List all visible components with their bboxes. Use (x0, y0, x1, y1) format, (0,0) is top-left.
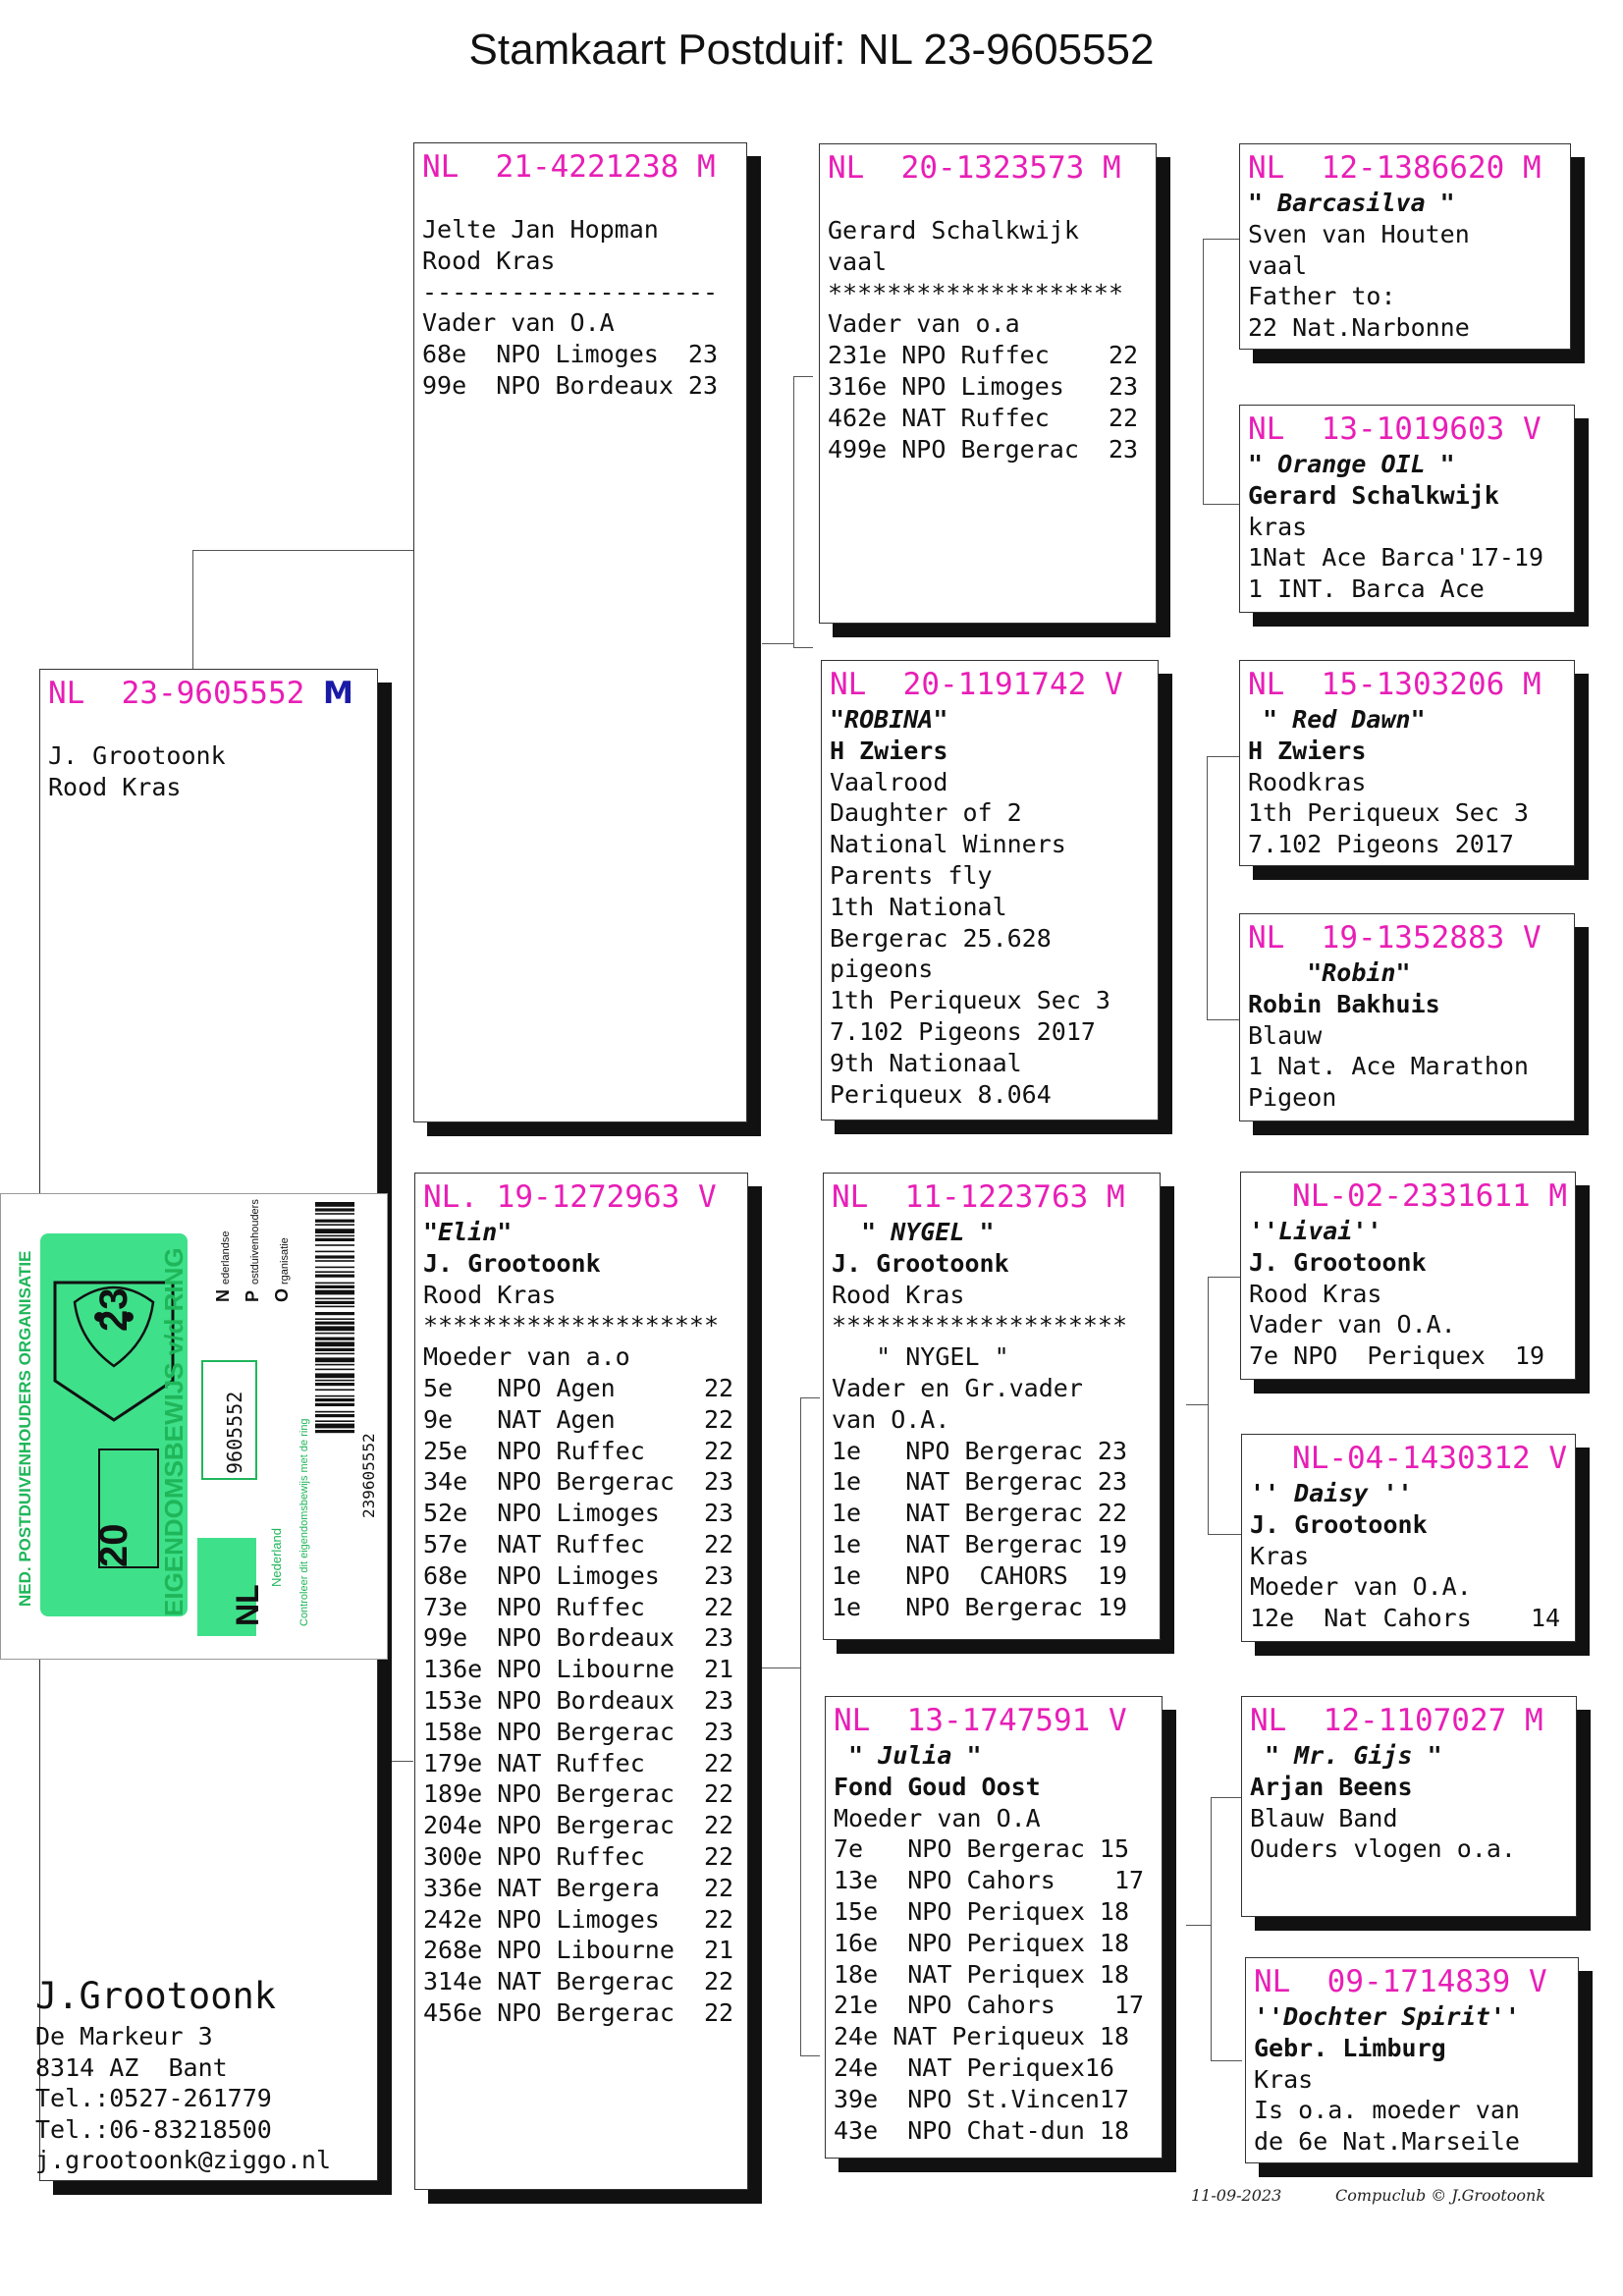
info-line: 158e NPO Bergerac 23 (423, 1717, 734, 1746)
barcode-bar (315, 1357, 354, 1362)
info-line: 99e NPO Bordeaux 23 (423, 1623, 734, 1653)
owner-name: Robin Bakhuis (1248, 989, 1440, 1018)
info-line: 1th Periqueux Sec 3 (1248, 798, 1529, 828)
info-line: 268e NPO Libourne 21 (423, 1936, 734, 1965)
barcode-bar (315, 1283, 354, 1285)
pigeon-nickname: " Orange OIL " (1248, 450, 1455, 478)
barcode-bar (315, 1318, 354, 1320)
info-line: j.grootoonk@ziggo.nl (35, 2146, 332, 2174)
info-line: 179e NAT Ruffec 22 (423, 1748, 734, 1777)
barcode-bar (315, 1312, 354, 1315)
connector-ss-branch (1203, 239, 1204, 504)
sex-mark: M (322, 676, 353, 711)
info-line: Rood Kras (48, 772, 182, 801)
dds-card (1241, 1696, 1577, 1917)
connector-ss-branch-bottom (1203, 504, 1240, 505)
info-line: kras (1248, 512, 1308, 541)
info-line: 9th Nationaal (830, 1048, 1022, 1077)
info-line: 242e NPO Limoges 22 (423, 1904, 734, 1934)
ring-number: NL-02-2331611 M (1292, 1178, 1567, 1214)
barcode-bar (315, 1285, 354, 1288)
info-line: ******************** (832, 1311, 1128, 1340)
info-line: ******************** (828, 278, 1124, 307)
barcode-bar (315, 1420, 354, 1422)
certificate-title: EIGENDOMSBEWIJS v/d RING (159, 1247, 189, 1616)
dss-card (1240, 1172, 1576, 1380)
barcode-bar (315, 1224, 354, 1226)
info-lines (1250, 1803, 1568, 1866)
ring-number: NL-04-1430312 V (1292, 1441, 1567, 1476)
owner-name: Gerard Schalkwijk (1248, 480, 1499, 510)
check-text: Controleer dit eigendomsbewijs met de ring (298, 1418, 310, 1626)
info-line: Jelte Jan Hopman (422, 215, 659, 244)
info-line: 5e NPO Agen 22 (423, 1373, 734, 1402)
info-line: de 6e Nat.Marseile (1254, 2127, 1520, 2157)
barcode-bar (315, 1213, 354, 1215)
info-line: Ouders vlogen o.a. (1250, 1834, 1516, 1864)
info-line: Roodkras (1248, 767, 1367, 796)
owner-name: J. Grootoonk (423, 1248, 601, 1278)
ring-number: NL 20-1323573 M (828, 150, 1121, 186)
npo-line-2: ostduivenhouders (249, 1199, 261, 1285)
dam-card (414, 1173, 748, 2190)
connector-dd-branch-top (1211, 1797, 1242, 1798)
ring-ownership-certificate (0, 1193, 388, 1660)
info-lines (423, 1280, 739, 2029)
barcode-bar (315, 1271, 354, 1273)
sss-card (1239, 143, 1571, 350)
info-line: Blauw Band (1250, 1803, 1398, 1832)
connector-ss-branch-top (1203, 239, 1240, 240)
sire-card (413, 142, 747, 1122)
info-line: National Winners (830, 830, 1066, 859)
barcode-bar (315, 1255, 354, 1258)
owner-name: Arjan Beens (1250, 1772, 1413, 1801)
info-line: 153e NPO Bordeaux 23 (423, 1685, 734, 1715)
barcode-bar (315, 1202, 354, 1207)
connector-sire-branch-bottom (793, 647, 813, 648)
barcode-bar (315, 1251, 354, 1253)
info-line: Moeder van O.A (834, 1803, 1041, 1832)
info-line: 39e NPO St.Vincen17 (834, 2084, 1130, 2113)
info-line: 21e NPO Cahors 17 (834, 1991, 1145, 2020)
info-line: 99e NPO Bordeaux 23 (422, 370, 719, 400)
info-line: 189e NPO Bergerac 22 (423, 1779, 734, 1809)
barcode-bar (315, 1267, 354, 1269)
connector-dd-branch (1211, 1797, 1212, 2060)
owner-name: H Zwiers (830, 736, 948, 765)
npo-line-3: rganisatie (279, 1237, 291, 1285)
breeder-name: J.Grootoonk (35, 1975, 277, 2017)
ring-number: NL 20-1191742 V (830, 667, 1123, 702)
info-line: 499e NPO Bergerac 23 (828, 434, 1139, 464)
info-line: Rood Kras (1249, 1279, 1382, 1308)
dsd-card (1241, 1434, 1576, 1642)
info-line: 13e NPO Cahors 17 (834, 1866, 1145, 1895)
barcode-bar (315, 1338, 354, 1340)
info-lines (1248, 1020, 1566, 1114)
info-line: Bergerac 25.628 (830, 923, 1052, 953)
dam-dam-card (825, 1696, 1163, 2159)
info-line: 204e NPO Bergerac 22 (423, 1811, 734, 1840)
info-line: -------------------- (422, 277, 719, 306)
info-line: vaal (828, 246, 888, 276)
info-line: 1e NAT Bergerac 19 (832, 1529, 1128, 1558)
barcode-bar (315, 1220, 354, 1223)
info-line: 231e NPO Ruffec 22 (828, 341, 1139, 370)
breeder-address (35, 1972, 331, 2176)
info-lines (422, 214, 738, 402)
connector-sire-branch-top (793, 376, 813, 377)
info-line: 7.102 Pigeons 2017 (830, 1016, 1096, 1046)
connector-dd-in (1186, 1925, 1211, 1926)
connector-dam-branch-top (800, 1397, 820, 1398)
info-line: 1e NAT Bergerac 23 (832, 1467, 1128, 1497)
info-line: Is o.a. moeder van (1254, 2096, 1520, 2125)
info-line: 1e NPO CAHORS 19 (832, 1560, 1128, 1590)
info-line: 1th Periqueux Sec 3 (830, 986, 1110, 1015)
print-date: 11-09-2023 (1191, 2186, 1282, 2205)
owner-name: Fond Goud Oost (834, 1772, 1041, 1801)
pigeon-nickname: " Julia " (834, 1741, 982, 1770)
info-line: J. Grootoonk (48, 741, 226, 770)
barcode-bar (315, 1244, 354, 1246)
npo-letter-o: O (272, 1287, 292, 1302)
info-line: Sven van Houten (1248, 219, 1470, 248)
page-title: Stamkaart Postduif: NL 23-9605552 (468, 26, 1155, 74)
year-part-b: 23 (92, 1287, 135, 1332)
ring-number-vertical: 9605552 (223, 1391, 246, 1474)
barcode-bar (315, 1290, 354, 1295)
barcode-bar (315, 1322, 354, 1325)
info-line: 24e NAT Periquex16 (834, 2052, 1114, 2082)
barcode-bar (315, 1373, 354, 1378)
info-line: 68e NPO Limoges 23 (422, 340, 719, 369)
info-line: ******************** (423, 1311, 720, 1340)
connector-ds-branch-top (1208, 1277, 1241, 1278)
info-lines (48, 740, 369, 803)
barcode-bar (315, 1208, 354, 1211)
info-line: 136e NPO Libourne 21 (423, 1655, 734, 1684)
info-line: Daughter of 2 (830, 798, 1022, 828)
info-line: Moeder van O.A. (1250, 1572, 1472, 1602)
info-line: 7e NPO Periquex 19 (1249, 1341, 1545, 1371)
info-line: Vader van o.a (828, 309, 1020, 339)
pigeon-nickname: " Mr. Gijs " (1250, 1741, 1442, 1770)
info-line: 24e NAT Periqueux 18 (834, 2022, 1130, 2051)
info-line: Kras (1250, 1541, 1310, 1570)
ring-number: NL 13-1019603 V (1248, 411, 1542, 447)
info-line: De Markeur 3 (35, 2022, 213, 2050)
info-line: Vader van O.A (422, 308, 615, 338)
info-line: Rood Kras (423, 1280, 557, 1309)
barcode-bar (315, 1326, 354, 1331)
info-line: Vader van O.A. (1249, 1310, 1456, 1339)
barcode-bar (315, 1403, 354, 1406)
info-lines (1248, 219, 1562, 344)
pigeon-nickname: "ROBINA" (830, 705, 948, 734)
ring-number: NL 12-1386620 M (1248, 150, 1542, 186)
ring-number: NL 12-1107027 M (1250, 1703, 1543, 1738)
ring-number (48, 674, 369, 713)
info-lines (832, 1280, 1152, 1623)
connector-subject-sire (192, 550, 413, 551)
info-line: 336e NAT Bergera 22 (423, 1873, 734, 1902)
connector-ds-branch (1208, 1277, 1209, 1534)
barcode-bar (315, 1229, 354, 1233)
barcode-bar (315, 1383, 354, 1386)
info-line: 43e NPO Chat-dun 18 (834, 2115, 1130, 2145)
info-line: Rood Kras (832, 1280, 965, 1309)
barcode-bar (315, 1353, 354, 1355)
info-line: 7.102 Pigeons 2017 (1248, 830, 1514, 859)
info-line: Rood Kras (422, 246, 556, 275)
info-line: 1th National (830, 892, 1007, 921)
info-line: Father to: (1248, 282, 1396, 311)
barcode-bar (315, 1398, 354, 1401)
footer-credit: Compuclub © J.Grootoonk (1335, 2186, 1546, 2205)
dam-sire-card (823, 1173, 1161, 1640)
info-line: 16e NPO Periquex 18 (834, 1928, 1130, 1957)
ring-number: NL 19-1352883 V (1248, 920, 1542, 956)
barcode-bar (315, 1235, 354, 1237)
info-line: 1e NAT Bergerac 22 (832, 1499, 1128, 1528)
info-lines (1248, 512, 1566, 605)
info-line: vaal (1248, 250, 1308, 280)
owner-name: H Zwiers (1248, 736, 1367, 765)
barcode-bar (315, 1298, 354, 1300)
barcode-bar (315, 1395, 354, 1397)
info-line: Moeder van a.o (423, 1342, 630, 1372)
sire-sire-card (819, 143, 1157, 624)
barcode-bar (315, 1411, 354, 1413)
pigeon-nickname: " NYGEL " (832, 1218, 995, 1246)
info-line: Tel.:0527-261779 (35, 2084, 272, 2112)
info-lines (1249, 1279, 1567, 1372)
connector-dam-branch (800, 1397, 801, 2055)
sire-dam-card (821, 660, 1159, 1121)
info-line: 316e NPO Limoges 23 (828, 371, 1139, 401)
info-line: 1e NPO Bergerac 19 (832, 1592, 1128, 1621)
pigeon-nickname: " Red Dawn" (1248, 705, 1426, 734)
info-line: Parents fly (830, 860, 993, 890)
pigeon-nickname: "Robin" (1248, 958, 1411, 987)
owner-name: Gebr. Limburg (1254, 2033, 1446, 2062)
npo-line-1: ederlandse (220, 1230, 232, 1285)
organisation-text: NED. POSTDUIVENHOUDERS ORGANISATIE (16, 1250, 34, 1607)
ddd-card (1245, 1957, 1579, 2163)
info-line: Blauw (1248, 1020, 1323, 1050)
nederland-text: Nederland (269, 1528, 284, 1587)
connector-sire-branch (793, 376, 794, 647)
info-line: Pigeon (1248, 1083, 1337, 1113)
sds-card (1239, 660, 1575, 866)
certificate-graphic (1, 1194, 388, 1660)
info-line: 12e Nat Cahors 14 (1250, 1604, 1561, 1633)
info-line: 34e NPO Bergerac 23 (423, 1467, 734, 1497)
owner-name: J. Grootoonk (1250, 1509, 1428, 1539)
info-line: 1Nat Ace Barca'17-19 (1248, 543, 1544, 573)
barcode-bar (315, 1389, 354, 1391)
pigeon-nickname: '' Daisy '' (1250, 1479, 1413, 1507)
info-line: 18e NAT Periquex 18 (834, 1959, 1130, 1989)
ring-number: NL 09-1714839 V (1254, 1964, 1547, 1999)
barcode-bar (315, 1333, 354, 1335)
barcode-number: 239605552 (359, 1433, 378, 1518)
ring-text: NL 23-9605552 (48, 676, 305, 711)
info-line: 57e NAT Ruffec 22 (423, 1529, 734, 1558)
barcode-bar (315, 1380, 354, 1382)
breeder-lines (35, 2021, 331, 2176)
ring-number: NL. 19-1272963 V (423, 1179, 717, 1215)
owner-name: J. Grootoonk (832, 1248, 1009, 1278)
info-line: Gerard Schalkwijk (828, 216, 1079, 245)
info-line: 300e NPO Ruffec 22 (423, 1841, 734, 1871)
info-line: Kras (1254, 2064, 1314, 2094)
year-part-a: 20 (92, 1523, 135, 1567)
owner-name: J. Grootoonk (1249, 1247, 1427, 1277)
ring-number: NL 13-1747591 V (834, 1703, 1127, 1738)
info-line: 25e NPO Ruffec 22 (423, 1436, 734, 1465)
connector-dam-in (762, 1667, 800, 1668)
connector-ds-branch-bottom (1208, 1534, 1241, 1535)
info-lines (1254, 2064, 1570, 2158)
info-line: 456e NPO Bergerac 22 (423, 1997, 734, 2027)
barcode-bar (315, 1430, 354, 1433)
npo-letter-p: P (243, 1289, 262, 1302)
barcode-bar (315, 1414, 354, 1417)
barcode-bar (315, 1238, 354, 1241)
info-lines (830, 767, 1150, 1111)
pigeon-nickname: " Barcasilva " (1248, 189, 1455, 217)
info-lines (828, 215, 1148, 465)
info-line: 462e NAT Ruffec 22 (828, 403, 1139, 432)
barcode-bar (315, 1301, 354, 1304)
connector-ds-in (1186, 1404, 1208, 1405)
barcode-bar (315, 1260, 354, 1262)
info-line: 7e NPO Bergerac 15 (834, 1834, 1130, 1864)
info-line: 52e NPO Limoges 23 (423, 1499, 734, 1528)
info-line: van O.A. (832, 1404, 950, 1434)
pigeon-nickname: ''Dochter Spirit'' (1254, 2002, 1520, 2031)
pigeon-nickname: "Elin" (423, 1218, 513, 1246)
info-line: pigeons (830, 955, 934, 984)
info-line: 22 Nat.Narbonne (1248, 313, 1470, 343)
barcode-bar (315, 1364, 354, 1366)
info-line: 1 INT. Barca Ace (1248, 574, 1485, 604)
sdd-card (1239, 913, 1575, 1121)
barcode-bar (315, 1275, 354, 1278)
pigeon-nickname: ''Livai'' (1249, 1217, 1382, 1245)
info-line: 15e NPO Periquex 18 (834, 1896, 1130, 1926)
info-line: 314e NAT Bergerac 22 (423, 1967, 734, 1996)
info-line: Periqueux 8.064 (830, 1079, 1052, 1109)
barcode-bar (315, 1369, 354, 1371)
barcode-bar (315, 1341, 354, 1346)
info-line: Vader en Gr.vader (832, 1373, 1083, 1402)
info-line: 1e NPO Bergerac 23 (832, 1436, 1128, 1465)
info-line: Tel.:06-83218500 (35, 2114, 272, 2144)
connector-dam-branch-bottom (800, 2055, 820, 2056)
ring-number: NL 11-1223763 M (832, 1179, 1125, 1215)
info-lines (834, 1803, 1154, 2147)
connector-sd-branch-bottom (1207, 1019, 1240, 1020)
info-line: 9e NAT Agen 22 (423, 1404, 734, 1434)
ssd-card (1239, 405, 1575, 613)
barcode-bar (315, 1306, 354, 1308)
npo-letter-n: N (213, 1289, 233, 1302)
ring-number: NL 15-1303206 M (1248, 667, 1542, 702)
info-line: 1 Nat. Ace Marathon (1248, 1052, 1529, 1081)
info-line: 8314 AZ Bant (35, 2052, 228, 2082)
connector-sire-in (762, 643, 793, 644)
country-code: NL (230, 1584, 265, 1626)
connector-sd-branch (1207, 756, 1208, 1019)
info-lines (1248, 767, 1566, 860)
connector-sd-branch-top (1207, 756, 1240, 757)
info-line: 68e NPO Limoges 23 (423, 1560, 734, 1590)
barcode-bar (315, 1348, 354, 1351)
ring-number: NL 21-4221238 M (422, 149, 716, 185)
info-line: Vaalrood (830, 767, 948, 796)
connector-dd-branch-bottom (1211, 2060, 1242, 2061)
barcode-bar (315, 1424, 354, 1429)
info-line: 73e NPO Ruffec 22 (423, 1592, 734, 1621)
info-lines (1250, 1541, 1567, 1634)
info-line: " NYGEL " (832, 1342, 1009, 1372)
